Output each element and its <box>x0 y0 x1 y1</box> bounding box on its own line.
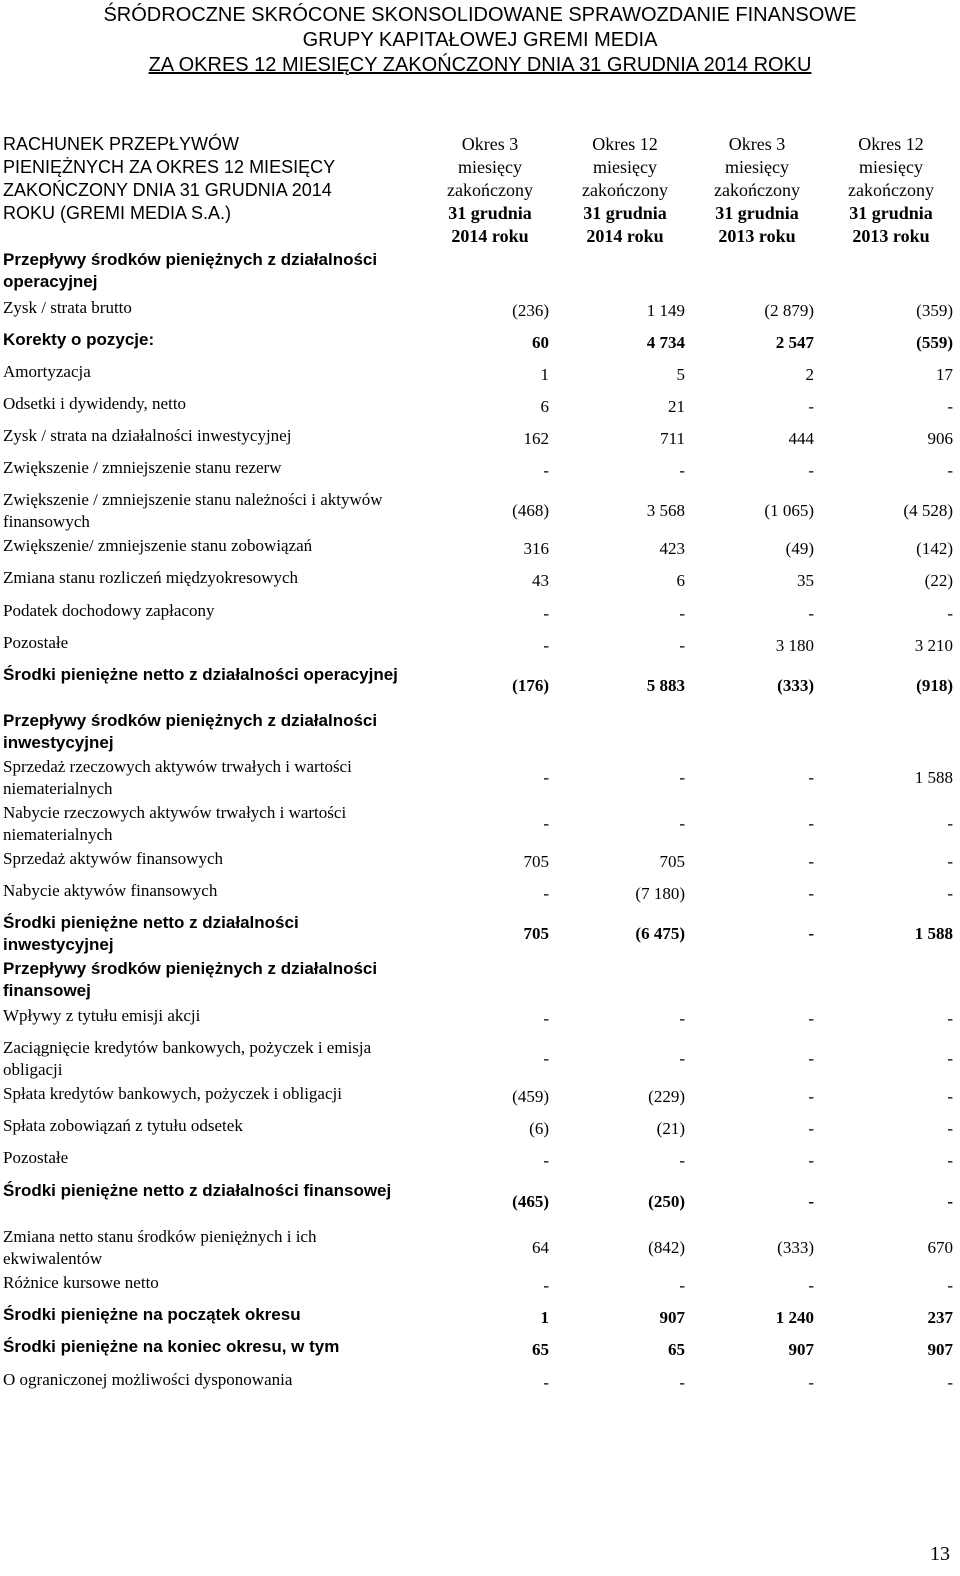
row-value: - <box>543 1009 549 1028</box>
row-value: - <box>679 768 685 787</box>
row-value: (1 065) <box>764 501 814 520</box>
statement-title-line: ROKU (GREMI MEDIA S.A.) <box>3 203 232 223</box>
row-value: 423 <box>659 539 685 558</box>
row-value: 670 <box>927 1238 953 1257</box>
row-value: - <box>808 884 814 903</box>
row-value: - <box>808 1087 814 1106</box>
row-value: 2 <box>805 365 814 384</box>
row-label: Zysk / strata na działalności inwestycyjnej <box>3 426 292 445</box>
row-value: 444 <box>788 429 814 448</box>
report-title-line-3: ZA OKRES 12 MIESIĘCY ZAKOŃCZONY DNIA 31 GRUDNIA 2014 ROKU <box>148 54 812 76</box>
row-value: - <box>947 852 953 871</box>
row-value: - <box>808 1192 814 1211</box>
row-value: - <box>947 604 953 623</box>
report-title-line-2: GRUPY KAPITAŁOWEJ GREMI MEDIA <box>302 29 658 51</box>
row-value: 4 734 <box>646 333 685 352</box>
row-value: - <box>808 1373 814 1392</box>
row-label: Zwiększenie / zmniejszenie stanu należności i aktywów finansowych <box>3 490 383 531</box>
row-value: - <box>947 1192 953 1211</box>
column-header-q4-2014 <box>425 133 555 248</box>
row-value: - <box>543 768 549 787</box>
row-label: Zaciągnięcie kredytów bankowych, pożyczek i emisja obligacji <box>3 1038 372 1079</box>
row-value: - <box>947 1276 953 1295</box>
row-label: Amortyzacja <box>3 362 91 381</box>
column-header-line: 31 grudnia <box>448 203 532 223</box>
row-value: 705 <box>523 852 549 871</box>
row-value: - <box>808 814 814 833</box>
row-value: 906 <box>927 429 953 448</box>
row-label: Przepływy środków pieniężnych z działalności operacyjnej <box>3 250 378 291</box>
row-label: Środki pieniężne netto z działalności inwestycyjnej <box>3 913 299 954</box>
row-label: Sprzedaż aktywów finansowych <box>3 849 223 868</box>
statement-title-line: PIENIĘŻNYCH ZA OKRES 12 MIESIĘCY <box>3 157 336 177</box>
column-header-line: 31 grudnia <box>583 203 667 223</box>
row-label: Spłata kredytów bankowych, pożyczek i obligacji <box>3 1084 342 1103</box>
row-label: Sprzedaż rzeczowych aktywów trwałych i wartości niematerialnych <box>3 757 352 798</box>
row-value: - <box>679 604 685 623</box>
row-value: (142) <box>916 539 953 558</box>
row-value: - <box>808 461 814 480</box>
row-value: - <box>947 1119 953 1138</box>
row-value: 237 <box>927 1308 953 1327</box>
row-value: 60 <box>532 333 549 352</box>
row-value: - <box>808 1119 814 1138</box>
row-value: 907 <box>788 1340 814 1359</box>
row-value: (7 180) <box>635 884 685 903</box>
row-label: Przepływy środków pieniężnych z działalności inwestycyjnej <box>3 711 378 752</box>
report-title-block <box>0 3 960 78</box>
row-value: (6 475) <box>635 924 685 943</box>
row-value: - <box>543 604 549 623</box>
column-header-line: miesięcy <box>458 157 522 177</box>
row-value: 65 <box>668 1340 685 1359</box>
row-label: Pozostałe <box>3 1148 69 1167</box>
row-value: 1 <box>540 365 549 384</box>
row-label: Odsetki i dywidendy, netto <box>3 394 187 413</box>
row-value: (468) <box>512 501 549 520</box>
row-value: 5 883 <box>646 676 685 695</box>
row-value: - <box>808 1049 814 1068</box>
row-value: - <box>679 1049 685 1068</box>
row-value: (49) <box>785 539 814 558</box>
row-value: 705 <box>523 924 549 943</box>
row-value: - <box>543 1049 549 1068</box>
row-value: 3 210 <box>914 636 953 655</box>
row-value: 21 <box>668 397 685 416</box>
row-value: - <box>947 397 953 416</box>
row-value: 2 547 <box>775 333 814 352</box>
row-value: - <box>808 924 814 943</box>
row-value: - <box>679 1009 685 1028</box>
row-label: Spłata zobowiązań z tytułu odsetek <box>3 1116 243 1135</box>
row-value: - <box>947 1049 953 1068</box>
row-value: (21) <box>656 1119 685 1138</box>
row-value: 705 <box>659 852 685 871</box>
row-label: Różnice kursowe netto <box>3 1273 159 1292</box>
row-value: 711 <box>660 429 685 448</box>
row-value: - <box>808 1151 814 1170</box>
row-value: 1 588 <box>914 924 953 943</box>
row-value: - <box>543 636 549 655</box>
column-header-line: Okres 12 <box>592 134 658 154</box>
column-header-line: zakończony <box>848 180 934 200</box>
row-label: Zmiana netto stanu środków pieniężnych i ich ekwiwalentów <box>3 1227 317 1268</box>
row-label: Wpływy z tytułu emisji akcji <box>3 1006 201 1025</box>
row-value: - <box>543 884 549 903</box>
row-label: Podatek dochodowy zapłacony <box>3 601 215 620</box>
row-value: (359) <box>916 301 953 320</box>
row-value: (250) <box>648 1192 685 1211</box>
row-value: 6 <box>540 397 549 416</box>
row-label: Zwiększenie/ zmniejszenie stanu zobowiązań <box>3 536 313 555</box>
row-value: - <box>808 604 814 623</box>
column-header-fy-2014 <box>560 133 690 248</box>
row-value: - <box>679 1151 685 1170</box>
row-value: - <box>947 814 953 833</box>
row-label: Zysk / strata brutto <box>3 298 132 317</box>
column-header-line: Okres 12 <box>858 134 924 154</box>
row-value: 907 <box>659 1308 685 1327</box>
row-value: 3 568 <box>646 501 685 520</box>
row-value: 1 149 <box>646 301 685 320</box>
row-value: - <box>543 1151 549 1170</box>
row-value: - <box>947 884 953 903</box>
row-value: - <box>679 1373 685 1392</box>
column-header-q4-2013 <box>692 133 822 248</box>
row-value: 43 <box>532 571 549 590</box>
row-value: 6 <box>676 571 685 590</box>
row-value: 907 <box>927 1340 953 1359</box>
column-header-line: 2014 roku <box>586 226 664 246</box>
row-value: (236) <box>512 301 549 320</box>
row-value: - <box>679 1276 685 1295</box>
row-value: (465) <box>512 1192 549 1211</box>
column-header-line: 31 grudnia <box>715 203 799 223</box>
row-label: Nabycie aktywów finansowych <box>3 881 218 900</box>
row-value: 5 <box>676 365 685 384</box>
row-label: Zwiększenie / zmniejszenie stanu rezerw <box>3 458 282 477</box>
row-label: Środki pieniężne na początek okresu <box>3 1305 301 1324</box>
column-header-line: zakończony <box>447 180 533 200</box>
row-value: - <box>679 461 685 480</box>
statement-title-line: RACHUNEK PRZEPŁYWÓW <box>3 134 240 154</box>
row-value: - <box>808 1276 814 1295</box>
row-value: (918) <box>916 676 953 695</box>
row-value: (559) <box>916 333 953 352</box>
row-value: 1 240 <box>775 1308 814 1327</box>
row-label: Nabycie rzeczowych aktywów trwałych i wartości niematerialnych <box>3 803 347 844</box>
column-header-line: miesięcy <box>593 157 657 177</box>
column-header-line: miesięcy <box>859 157 923 177</box>
row-value: (176) <box>512 676 549 695</box>
column-header-line: miesięcy <box>725 157 789 177</box>
row-value: - <box>947 1009 953 1028</box>
row-value: 1 <box>540 1308 549 1327</box>
row-value: 64 <box>532 1238 549 1257</box>
row-value: (4 528) <box>903 501 953 520</box>
row-label: Środki pieniężne netto z działalności operacyjnej <box>3 665 398 684</box>
column-header-fy-2013 <box>826 133 956 248</box>
row-value: - <box>808 397 814 416</box>
row-value: - <box>679 636 685 655</box>
row-value: - <box>679 814 685 833</box>
row-value: (229) <box>648 1087 685 1106</box>
row-value: 1 588 <box>914 768 953 787</box>
column-header-line: 31 grudnia <box>849 203 933 223</box>
row-value: (2 879) <box>764 301 814 320</box>
row-value: - <box>947 1151 953 1170</box>
row-label: Zmiana stanu rozliczeń międzyokresowych <box>3 568 299 587</box>
row-value: 316 <box>523 539 549 558</box>
statement-title-line: ZAKOŃCZONY DNIA 31 GRUDNIA 2014 <box>3 180 332 200</box>
row-value: - <box>543 814 549 833</box>
column-header-line: zakończony <box>714 180 800 200</box>
column-header-line: Okres 3 <box>461 134 519 154</box>
row-value: 65 <box>532 1340 549 1359</box>
column-header-line: zakończony <box>582 180 668 200</box>
row-value: - <box>543 1276 549 1295</box>
row-value: 3 180 <box>775 636 814 655</box>
row-label: O ograniczonej możliwości dysponowania <box>3 1370 293 1389</box>
row-label: Przepływy środków pieniężnych z działalności finansowej <box>3 959 378 1000</box>
row-value: 17 <box>936 365 953 384</box>
row-value: - <box>543 461 549 480</box>
row-value: - <box>947 1373 953 1392</box>
column-header-line: 2013 roku <box>852 226 930 246</box>
row-label: Pozostałe <box>3 633 69 652</box>
row-label: Środki pieniężne netto z działalności finansowej <box>3 1181 392 1200</box>
row-value: (842) <box>648 1238 685 1257</box>
row-label: Środki pieniężne na koniec okresu, w tym <box>3 1337 340 1356</box>
row-value: - <box>947 461 953 480</box>
row-value: - <box>808 768 814 787</box>
report-title-line-1: ŚRÓDROCZNE SKRÓCONE SKONSOLIDOWANE SPRAWOZDANIE FINANSOWE <box>103 4 857 26</box>
row-value: - <box>808 852 814 871</box>
statement-title <box>3 133 423 225</box>
row-label: Korekty o pozycje: <box>3 330 155 349</box>
row-value: (22) <box>924 571 953 590</box>
row-value: (333) <box>777 1238 814 1257</box>
row-value: (333) <box>777 676 814 695</box>
column-header-line: Okres 3 <box>728 134 786 154</box>
column-header-line: 2014 roku <box>451 226 529 246</box>
row-value: 162 <box>523 429 549 448</box>
page-number: 13 <box>930 1543 950 1565</box>
row-value: - <box>543 1373 549 1392</box>
row-value: - <box>808 1009 814 1028</box>
row-value: (459) <box>512 1087 549 1106</box>
row-value: (6) <box>529 1119 549 1138</box>
column-header-line: 2013 roku <box>718 226 796 246</box>
row-value: 35 <box>797 571 814 590</box>
row-value: - <box>947 1087 953 1106</box>
